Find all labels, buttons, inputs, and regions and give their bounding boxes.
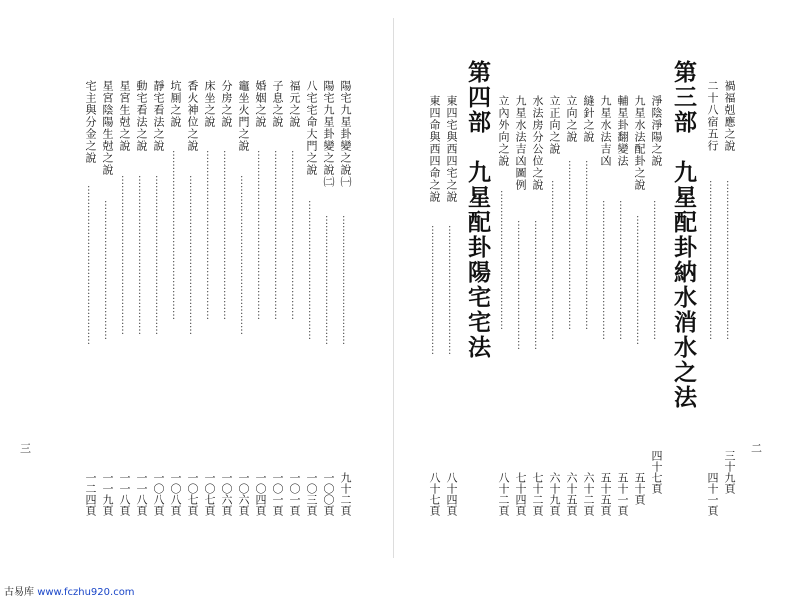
leader-dots: ……………………………………………: [221, 150, 232, 320]
toc-entry: 分房之說: [220, 80, 233, 128]
toc-page: 一〇七頁: [203, 472, 216, 516]
page-number: 三: [20, 442, 31, 455]
toc-entry: 東四宅與西四宅之說: [445, 95, 458, 203]
toc-entry: 動宅看法之說: [135, 80, 148, 152]
toc-entry: 九星水法吉凶: [599, 95, 612, 167]
toc-page: 一一八頁: [118, 472, 131, 516]
leader-dots: …………………………………………: [136, 175, 147, 335]
leader-dots: ……………………………………………: [255, 150, 266, 320]
toc-page: 一〇六頁: [220, 472, 233, 516]
toc-entry: 香火神位之說: [186, 80, 199, 152]
toc-page: 五十五頁: [599, 472, 612, 516]
gutter-line: [393, 18, 394, 558]
toc-page: 五十一頁: [616, 472, 629, 516]
leader-dots: …………………………………: [634, 215, 645, 345]
page-number: 二: [751, 442, 762, 455]
toc-page: 一〇八頁: [152, 472, 165, 516]
toc-page: 六十九頁: [548, 472, 561, 516]
leader-dots: ……………………………………: [306, 200, 317, 340]
toc-entry: 淨陰淨陽之說: [650, 95, 663, 167]
toc-page: 八十四頁: [445, 472, 458, 516]
toc-entry: 陽宅九星卦變之說㈡: [322, 80, 335, 188]
toc-page: 一〇六頁: [237, 472, 250, 516]
leader-dots: ……………………………………: [600, 200, 611, 340]
leader-dots: …………………………………: [446, 225, 457, 355]
watermark: [4, 583, 135, 598]
toc-entry: 婚姻之說: [254, 80, 267, 128]
leader-dots: …………………………………: [340, 215, 351, 345]
leader-dots: ……………………………………………: [289, 150, 300, 320]
toc-page: 一〇八頁: [169, 472, 182, 516]
toc-page: 一一九頁: [101, 472, 114, 516]
toc-page: 八十二頁: [497, 472, 510, 516]
leader-dots: …………………………………………: [153, 175, 164, 335]
section-heading: 第四部 九星配卦陽宅宅法: [464, 60, 491, 360]
toc-page: 六十五頁: [565, 472, 578, 516]
leader-dots: …………………………………: [323, 215, 334, 345]
leader-dots: …………………………………………: [549, 180, 560, 340]
toc-entry: 星宮陰陽生尅之說: [101, 80, 114, 176]
toc-entry: 竈坐火門之說: [237, 80, 250, 152]
toc-page: 九十二頁: [339, 472, 352, 516]
watermark-site-name: 古易库: [4, 587, 34, 598]
toc-entry: 靜宅看法之說: [152, 80, 165, 152]
toc-entry: 東四命與西四命之說: [428, 95, 441, 203]
toc-page: 八十七頁: [428, 472, 441, 516]
toc-page: 一〇一頁: [271, 472, 284, 516]
toc-entry: 立內外向之說: [497, 95, 510, 167]
toc-page: 六十二頁: [582, 472, 595, 516]
section-heading: 第三部 九星配卦納水消水之法: [670, 60, 697, 410]
toc-page: 一二四頁: [84, 472, 97, 516]
toc-entry: 八宅宅命大門之說: [305, 80, 318, 176]
toc-page: 一〇四頁: [254, 472, 267, 516]
toc-page: 七十四頁: [514, 472, 527, 516]
leader-dots: …………………………………………: [119, 175, 130, 335]
leader-dots: ……………………………………: [651, 200, 662, 340]
toc-entry: 禍福剋應之說: [723, 80, 736, 152]
watermark-url: www.fczhu920.com: [37, 587, 135, 598]
toc-entry: 子息之說: [271, 80, 284, 128]
toc-page: 四十七頁: [650, 450, 663, 494]
toc-entry: 九星水法配卦之說: [633, 95, 646, 191]
leader-dots: ……………………………………………: [566, 160, 577, 330]
toc-entry: 坑厠之說: [169, 80, 182, 128]
toc-entry: 九星水法吉凶圖例: [514, 95, 527, 191]
toc-page: 七十二頁: [531, 472, 544, 516]
toc-entry: 床坐之說: [203, 80, 216, 128]
toc-entry: 星宮生尅之說: [118, 80, 131, 152]
leader-dots: ……………………………………: [102, 200, 113, 340]
leader-dots: ……………………………………………: [583, 160, 594, 330]
leader-dots: ……………………………………: [498, 190, 509, 330]
toc-entry: 二十八宿五行: [706, 80, 719, 152]
toc-entry: 宅主與分金之說: [84, 80, 97, 164]
leader-dots: ……………………………………………: [272, 150, 283, 320]
toc-entry: 陽宅九星卦變之說㈠: [339, 80, 352, 188]
toc-page: 一〇一頁: [288, 472, 301, 516]
leader-dots: …………………………………………: [707, 180, 718, 340]
toc-entry: 福元之說: [288, 80, 301, 128]
toc-page: 三十九頁: [723, 450, 736, 494]
leader-dots: ……………………………………………: [204, 150, 215, 320]
leader-dots: …………………………………………: [238, 175, 249, 335]
toc-page: 一一八頁: [135, 472, 148, 516]
toc-entry: 輔星卦翻變法: [616, 95, 629, 167]
leader-dots: …………………………………………: [187, 175, 198, 335]
leader-dots: …………………………………: [532, 220, 543, 350]
toc-entry: 縫針之說: [582, 95, 595, 143]
leader-dots: …………………………………: [429, 225, 440, 355]
leader-dots: ……………………………………………: [170, 150, 181, 320]
leader-dots: …………………………………: [515, 220, 526, 350]
toc-page: 一〇七頁: [186, 472, 199, 516]
leader-dots: …………………………………………: [724, 180, 735, 340]
toc-entry: 水法房分公位之說: [531, 95, 544, 191]
toc-page: 四十一頁: [706, 472, 719, 516]
toc-page: 一〇〇頁: [322, 472, 335, 516]
toc-page: 一〇三頁: [305, 472, 318, 516]
toc-entry: 立向之說: [565, 95, 578, 143]
toc-page: 五十頁: [633, 472, 646, 505]
leader-dots: …………………………………………: [85, 185, 96, 345]
leader-dots: ……………………………………: [617, 200, 628, 340]
toc-entry: 立正向之說: [548, 95, 561, 155]
